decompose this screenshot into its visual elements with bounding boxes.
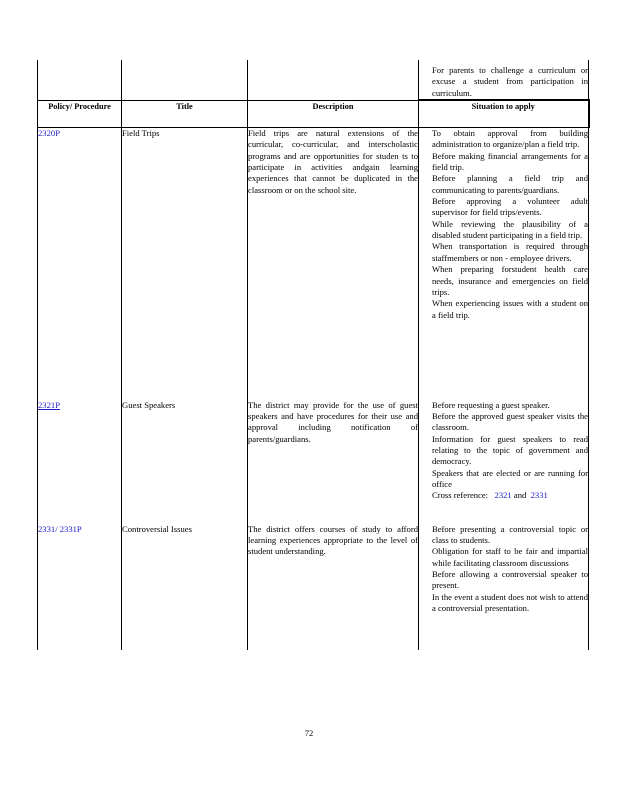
continuation-row — [38, 60, 589, 100]
situation-text: When preparing forstudent health care needs, insurance and emergencies on field trips. — [432, 264, 588, 297]
policy-title: Controversial Issues — [122, 524, 248, 650]
situation-text: Before requesting a guest speaker. — [432, 399, 550, 410]
situation-item — [419, 569, 588, 592]
situation-text: When transportation is required through staffmembers or non - employee drivers. — [432, 241, 588, 263]
policy-title: Field Trips — [122, 128, 248, 400]
situation-item — [419, 546, 588, 569]
situation-item — [419, 468, 588, 491]
table-row — [38, 524, 589, 650]
situation-text: When experiencing issues with a student on a field trip. — [432, 298, 588, 320]
situation-text: Before the approved guest speaker visits the classroom. — [432, 410, 588, 433]
header-title: Title — [122, 100, 248, 128]
situation-list — [419, 128, 589, 400]
situation-item — [419, 196, 588, 219]
cross-reference-label: Cross reference: — [432, 490, 489, 501]
situation-text: Before presenting a controversial topic or class to students. — [432, 523, 588, 545]
situation-text: Before approving a volunteer adult supervisor for field trips/events. — [432, 196, 588, 218]
policy-description: The district offers courses of study to afford learning experiences appropriate to the level of student understanding. — [248, 524, 419, 650]
situation-text: Obligation for staff to be fair and impartial while facilitating classroom discussions — [432, 546, 588, 568]
policy-table — [37, 60, 590, 650]
policy-description: Field trips are natural extensions of the curricular, co-curricular, and interscholastic programs and are opportunities for studen ts to participate in activities andgain learning experiences that cannot be duplicated in the classroom or on the school site. — [248, 128, 419, 400]
situation-item — [419, 434, 588, 468]
situation-item — [419, 151, 588, 174]
situation-text: Speakers that are elected or are running for office — [432, 467, 588, 489]
situation-list — [419, 524, 589, 650]
header-situation: Situation to apply — [419, 100, 589, 128]
situation-text: For parents to challenge a curriculum or excuse a student from participation in curriculum. — [432, 65, 588, 98]
header-row — [38, 100, 589, 128]
situation-item — [419, 524, 588, 547]
situation-text: While reviewing the plausibility of a disabled student participating in a field trip. — [432, 218, 588, 241]
policy-description: The district may provide for the use of guest speakers and have procedures for their use and approval including notification of parents/guardians. — [248, 400, 419, 524]
situation-text: Before planning a field trip and communicating to parents/guardians. — [432, 173, 588, 195]
situation-item — [419, 298, 588, 321]
cross-reference-and: and — [513, 490, 527, 501]
situation-item — [419, 241, 588, 264]
policy-link[interactable]: 2321P — [38, 400, 122, 524]
situation-list — [419, 400, 589, 524]
policy-link[interactable]: 2331/ 2331P — [38, 524, 122, 650]
table-row — [38, 128, 589, 400]
policy-title: Guest Speakers — [122, 400, 248, 524]
cross-reference-link[interactable]: 2331 — [530, 490, 548, 501]
situation-item — [419, 411, 588, 434]
situation-item — [419, 400, 588, 411]
cross-reference-item — [419, 490, 588, 501]
situation-item — [419, 128, 588, 151]
situation-text: In the event a student does not wish to attend a controversial presentation. — [432, 591, 588, 613]
header-policy: Policy/ Procedure — [38, 100, 122, 128]
page-number: 72 — [304, 728, 314, 738]
situation-text: Before allowing a controversial speaker to present. — [432, 568, 588, 591]
situation-text: Before making financial arrangements for a field trip. — [432, 150, 588, 173]
situation-item — [419, 264, 588, 298]
cross-reference-link[interactable]: 2321 — [494, 490, 512, 501]
situation-item — [419, 173, 588, 196]
situation-item — [419, 65, 588, 99]
situation-text: To obtain approval from building administration to organize/plan a field trip. — [432, 128, 588, 150]
situation-item — [419, 592, 588, 615]
situation-item — [419, 219, 588, 242]
policy-link[interactable]: 2320P — [38, 128, 122, 400]
situation-text: Information for guest speakers to read relating to the topic of government and democracy. — [432, 433, 588, 467]
table-row — [38, 400, 589, 524]
header-description: Description — [248, 100, 419, 128]
